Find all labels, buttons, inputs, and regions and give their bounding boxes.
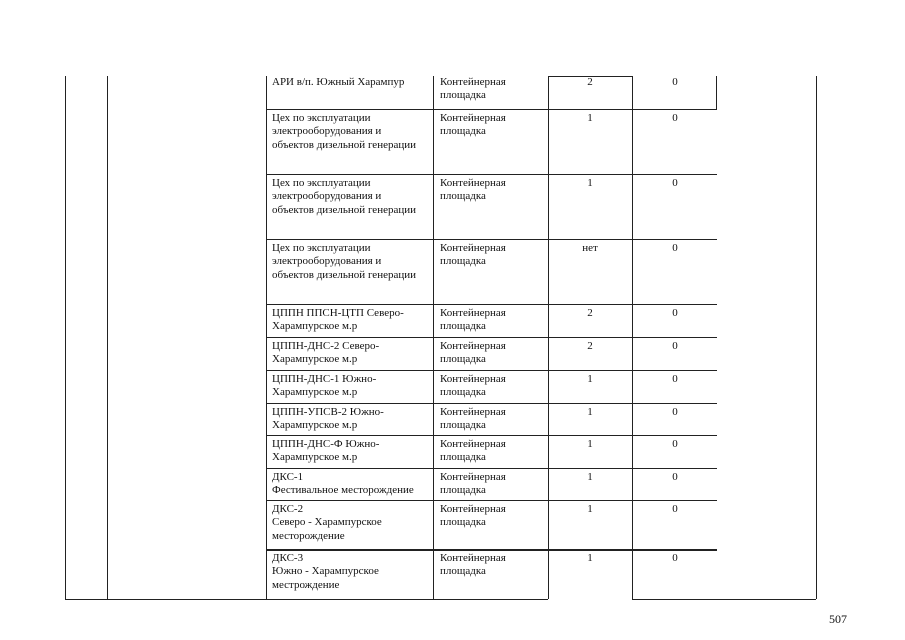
quantity: 1 <box>587 177 593 189</box>
row-top-border <box>267 403 717 404</box>
table-border-left <box>65 76 66 599</box>
quantity: 1 <box>587 438 593 450</box>
quantity: 2 <box>587 76 593 88</box>
row-top-border <box>267 468 717 469</box>
object-name: ЦППН-УПСВ-2 Южно- Харампурское м.р <box>272 406 384 432</box>
object-name: Цех по эксплуатации электрооборудования и объектов дизельной генерации <box>272 242 416 281</box>
quantity: 1 <box>587 112 593 124</box>
quantity: 2 <box>587 340 593 352</box>
object-type: Контейнерная площадка <box>440 112 506 138</box>
value: 0 <box>672 112 678 124</box>
quantity: нет <box>582 242 598 254</box>
object-type: Контейнерная площадка <box>440 471 506 497</box>
object-type: Контейнерная площадка <box>440 552 506 578</box>
table-row <box>267 337 717 370</box>
quantity: 2 <box>587 307 593 319</box>
table-row <box>267 435 717 468</box>
row-top-border <box>267 337 717 338</box>
table-row <box>267 239 717 304</box>
table-row <box>267 500 717 549</box>
row-top-border <box>267 370 717 371</box>
object-name: ДКС-1 Фестивальное месторождение <box>272 471 414 497</box>
object-name: Цех по эксплуатации электрооборудования и объектов дизельной генерации <box>272 112 416 151</box>
object-name: ДКС-3 Южно - Харампурское местрождение <box>272 552 379 591</box>
value: 0 <box>672 471 678 483</box>
value: 0 <box>672 242 678 254</box>
quantity: 1 <box>587 552 593 564</box>
page-number: 507 <box>829 612 847 626</box>
quantity: 1 <box>587 471 593 483</box>
value: 0 <box>672 76 678 88</box>
object-name: ЦППН ППСН-ЦТП Северо- Харампурское м.р <box>272 307 404 333</box>
table-row <box>267 403 717 435</box>
object-type: Контейнерная площадка <box>440 242 506 268</box>
object-name: Цех по эксплуатации электрооборудования и объектов дизельной генерации <box>272 177 416 216</box>
table-row <box>267 549 717 599</box>
object-name: ЦППН-ДНС-2 Северо- Харампурское м.р <box>272 340 380 366</box>
row-top-border <box>267 435 717 436</box>
table-row <box>267 468 717 500</box>
table-border-right <box>816 76 817 599</box>
row-top-border <box>267 549 717 551</box>
value: 0 <box>672 438 678 450</box>
table-row <box>267 76 717 109</box>
object-name: АРИ в/п. Южный Харампур <box>272 76 405 88</box>
object-type: Контейнерная площадка <box>440 503 506 529</box>
object-name: ЦППН-ДНС-Ф Южно- Харампурское м.р <box>272 438 380 464</box>
object-name: ЦППН-ДНС-1 Южно- Харампурское м.р <box>272 373 377 399</box>
table-row <box>267 174 717 239</box>
value: 0 <box>672 340 678 352</box>
value: 0 <box>672 552 678 564</box>
object-type: Контейнерная площадка <box>440 340 506 366</box>
value: 0 <box>672 177 678 189</box>
table-bottom-border-right <box>632 599 816 600</box>
quantity: 1 <box>587 406 593 418</box>
object-type: Контейнерная площадка <box>440 177 506 203</box>
quantity: 1 <box>587 373 593 385</box>
value: 0 <box>672 406 678 418</box>
object-type: Контейнерная площадка <box>440 406 506 432</box>
object-type: Контейнерная площадка <box>440 438 506 464</box>
row-top-border <box>267 500 717 501</box>
column-divider-1 <box>107 76 108 599</box>
table-row <box>267 370 717 403</box>
row-top-border <box>267 304 717 305</box>
row-top-border <box>267 109 717 110</box>
object-type: Контейнерная площадка <box>440 307 506 333</box>
row-top-border <box>267 174 717 175</box>
object-type: Контейнерная площадка <box>440 373 506 399</box>
value: 0 <box>672 503 678 515</box>
table-row <box>267 304 717 337</box>
value: 0 <box>672 373 678 385</box>
object-name: ДКС-2 Северо - Харампурское месторождение <box>272 503 382 542</box>
value: 0 <box>672 307 678 319</box>
table-row <box>267 109 717 174</box>
table-bottom-border <box>65 599 548 600</box>
object-type: Контейнерная площадка <box>440 76 506 102</box>
row-top-border <box>267 239 717 240</box>
quantity: 1 <box>587 503 593 515</box>
